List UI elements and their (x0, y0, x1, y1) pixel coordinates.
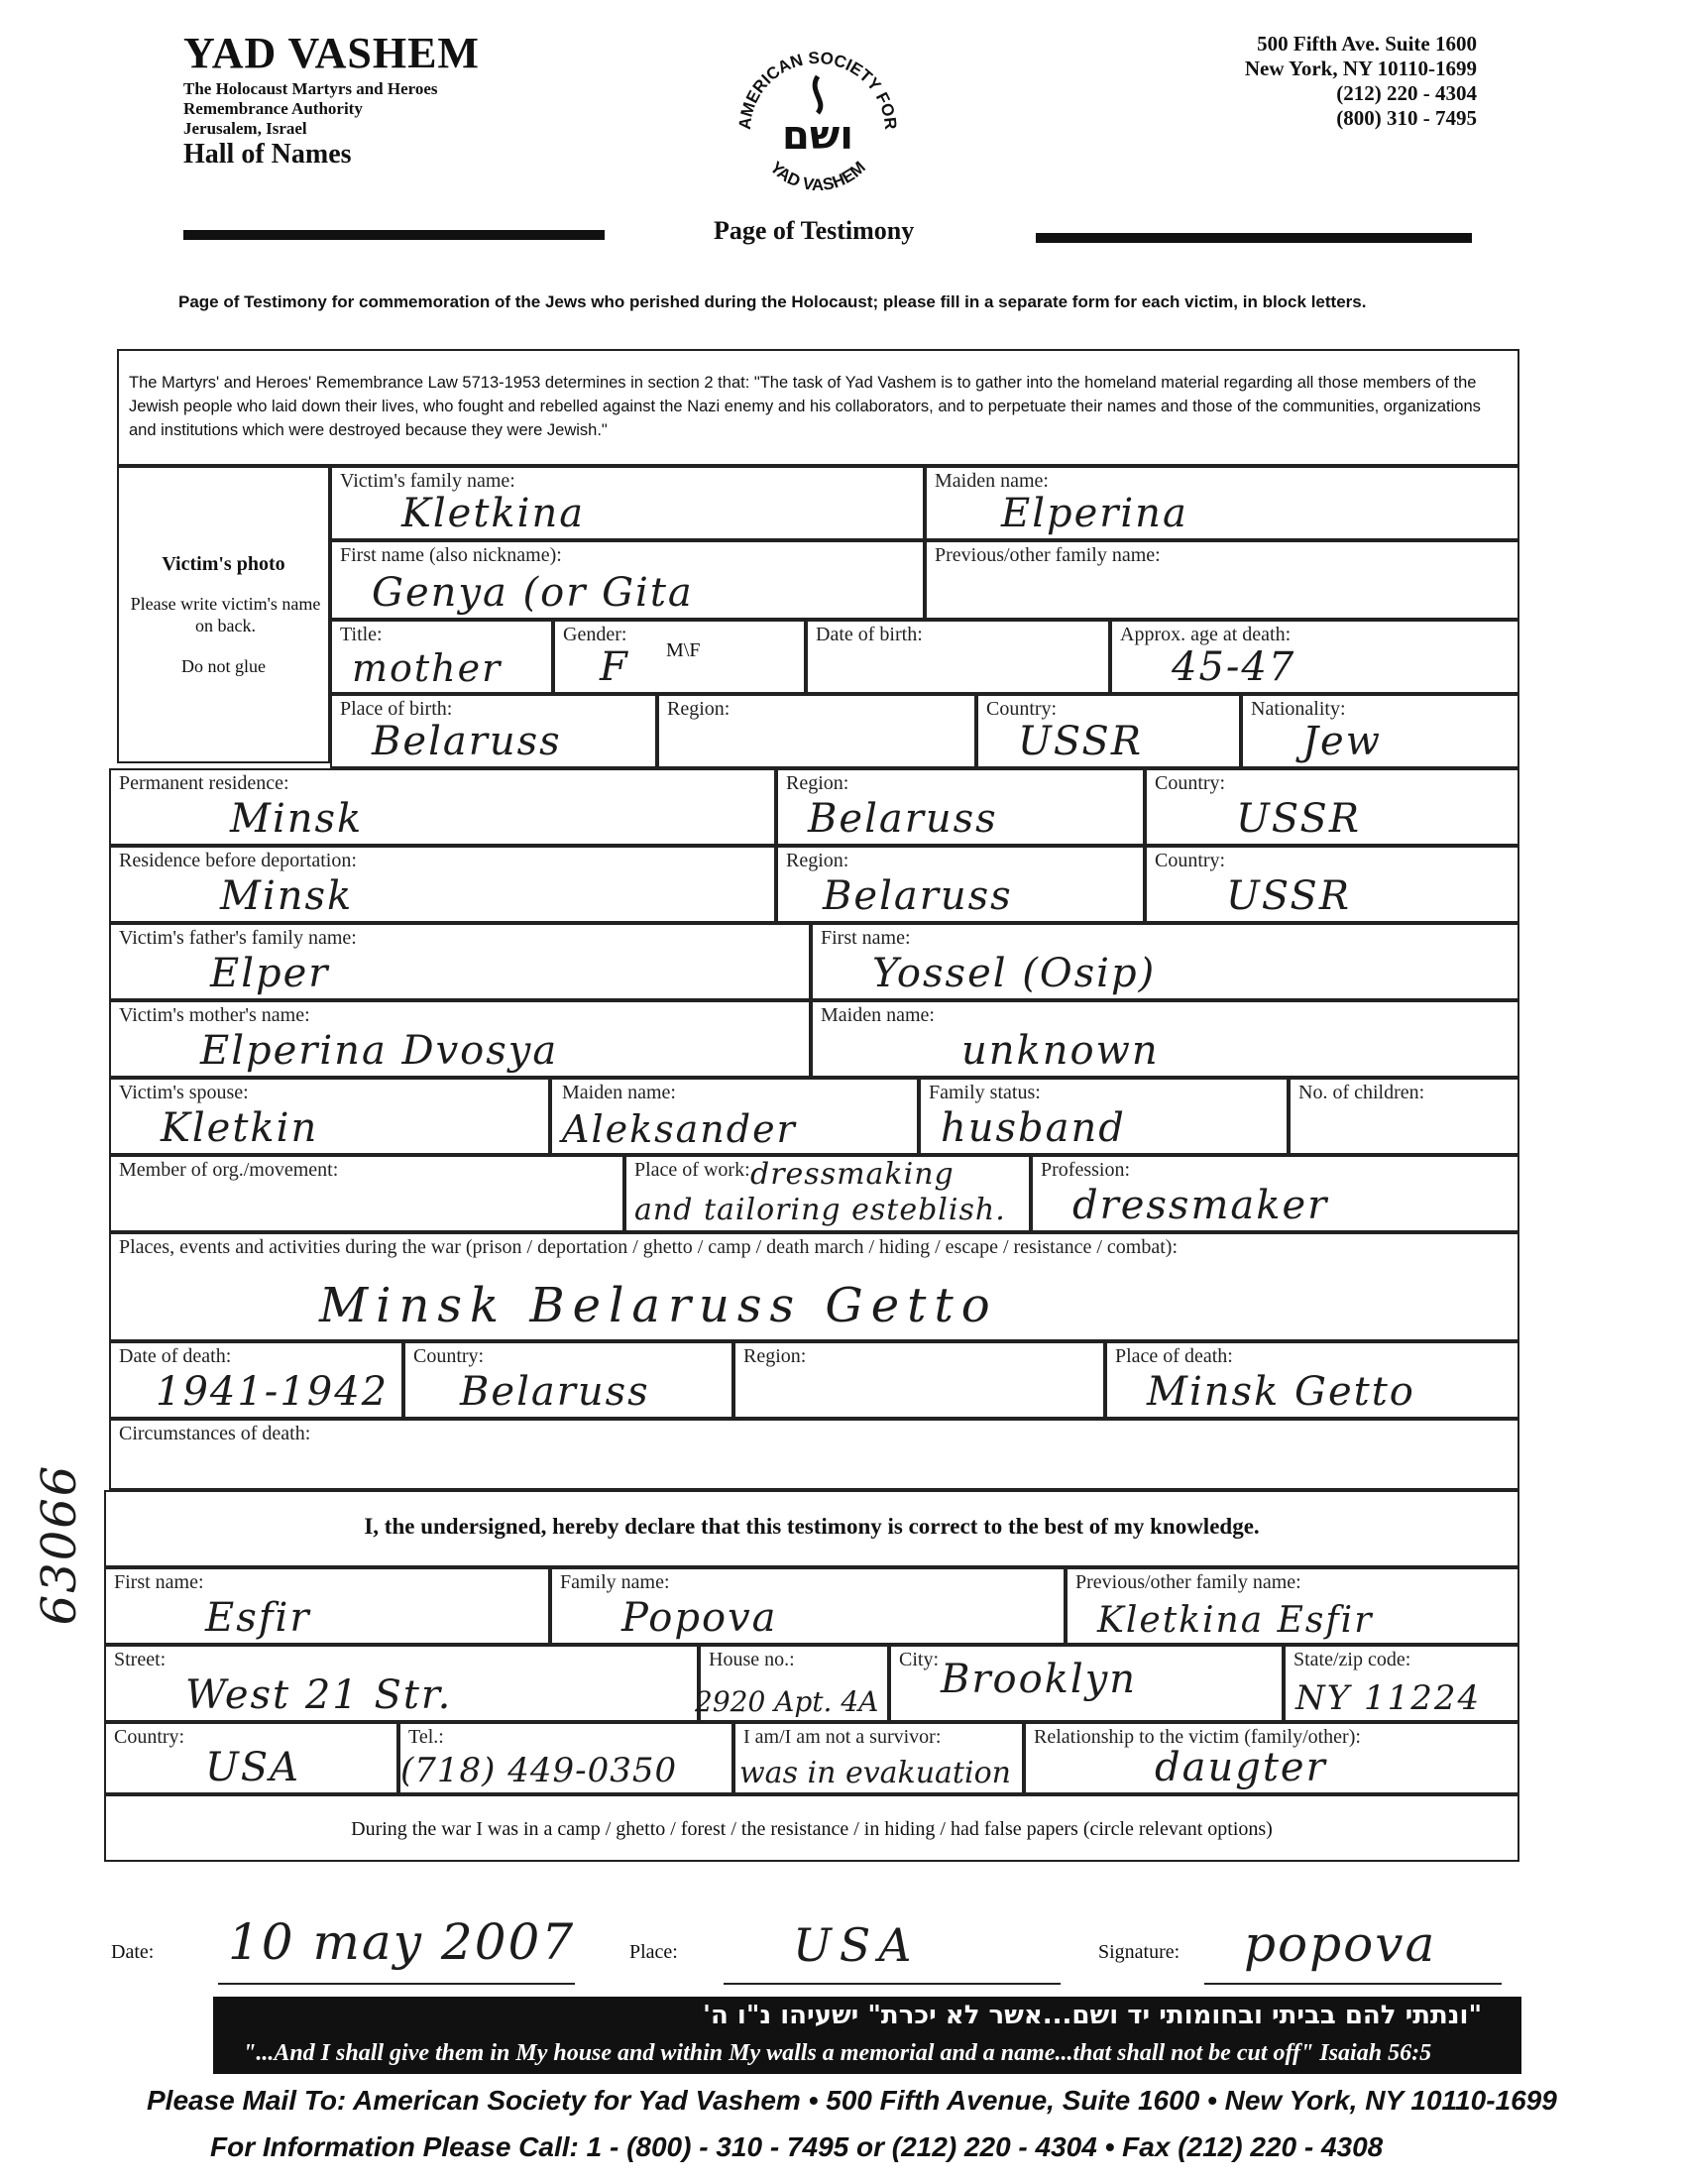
field-label: Profession: (1041, 1159, 1130, 1181)
profession-field[interactable] (1031, 1155, 1519, 1232)
field-label: Country: (1155, 772, 1226, 794)
margin-number: 63066 (32, 1463, 87, 1626)
law-text: The Martyrs' and Heroes' Remembrance Law 5713-1953 determines in section 2 that: "The task of Yad Vashem is to gather into the homeland material regarding all those members of the Jewish people who laid down their lives, who fought and rebelled against the Nazi enemy and his collaborators, and to perpetuate their names and those of the communities, organizations and institutions which were destroyed because they were Jewish." (129, 374, 1481, 439)
field-value: Jew (1302, 719, 1382, 764)
perm-residence-field[interactable] (109, 768, 776, 846)
field-value: 2920 Apt. 4A (695, 1685, 879, 1718)
submitter-first-name-field[interactable] (104, 1567, 550, 1645)
seal-text-bottom: YAD VASHEM (766, 158, 869, 195)
date-label: Date: (111, 1941, 155, 1963)
street-field[interactable] (104, 1645, 699, 1722)
field-value: (718) 449-0350 (400, 1751, 678, 1790)
victim-age-field[interactable] (1110, 620, 1519, 694)
victim-first-name-field[interactable] (330, 540, 925, 620)
signature-underline (1204, 1983, 1502, 1985)
victim-maiden-name-field[interactable] (925, 466, 1519, 540)
war-note-box (104, 1794, 1519, 1862)
field-label: Maiden name: (935, 470, 1049, 492)
survivor-field[interactable] (733, 1722, 1024, 1794)
photo-note-2: Do not glue (181, 656, 266, 676)
field-label: Maiden name: (821, 1004, 935, 1026)
field-label: Family status: (929, 1082, 1041, 1103)
field-value: Belaruss (460, 1369, 650, 1415)
field-label: Title: (340, 624, 383, 645)
field-label: State/zip code: (1293, 1649, 1411, 1670)
field-label: Place of death: (1115, 1345, 1233, 1367)
war-note: During the war I was in a camp / ghetto / forest / the resistance / in hiding / had false papers (circle relevant options) (351, 1818, 1273, 1840)
field-label: Region: (786, 850, 849, 871)
tel-field[interactable] (398, 1722, 733, 1794)
field-label: Region: (667, 698, 731, 720)
field-value: Yossel (Osip) (872, 951, 1157, 996)
society-seal-logo (729, 32, 907, 210)
field-label: Victim's family name: (340, 470, 515, 492)
declaration-text: I, the undersigned, hereby declare that this testimony is correct to the best of my knowledge. (364, 1514, 1260, 1539)
field-value: Kletkin (161, 1105, 319, 1151)
spouse-maiden-field[interactable] (550, 1078, 919, 1155)
declaration-box (104, 1490, 1519, 1567)
photo-note: Please write victim's name on back. (130, 594, 321, 635)
field-label: Victim's father's family name: (119, 927, 357, 949)
place-underline (724, 1983, 1061, 1985)
address-block (1160, 32, 1477, 131)
field-value: Belaruss (823, 873, 1013, 919)
father-family-name-field[interactable] (109, 923, 811, 1000)
victim-family-name-field[interactable] (330, 466, 925, 540)
field-value: Popova (621, 1595, 778, 1641)
field-value: F (600, 644, 629, 690)
field-label: Victim's mother's name: (119, 1004, 310, 1026)
place-of-death-field[interactable] (1105, 1341, 1519, 1419)
header-rule-right (1036, 233, 1472, 243)
victim-birthplace-field[interactable] (330, 694, 657, 768)
field-label: Family name: (560, 1571, 670, 1593)
page-title: Page of Testimony (714, 216, 915, 245)
place-value[interactable]: USA (793, 1918, 920, 1972)
field-value: dressmaking (750, 1157, 955, 1192)
field-label: Gender: (563, 624, 627, 645)
quote-banner (213, 1997, 1521, 2074)
field-value: West 21 Str. (185, 1672, 453, 1718)
field-value: mother (352, 646, 503, 690)
field-value: Belaruss (372, 719, 562, 764)
victim-birth-region-field[interactable] (657, 694, 976, 768)
field-label: Country: (413, 1345, 485, 1367)
field-label: First name: (114, 1571, 204, 1593)
submitter-previous-name-field[interactable] (1066, 1567, 1519, 1645)
field-value: NY 11224 (1295, 1678, 1482, 1718)
field-value: Kletkina Esfir (1097, 1600, 1374, 1641)
date-underline (218, 1983, 575, 1985)
field-label: Places, events and activities during the war (prison / deportation / ghetto / camp / death march / hiding / escape / resistance / combat): (119, 1236, 1179, 1258)
org-line: The Holocaust Martyrs and Heroes (183, 79, 438, 98)
photo-box (117, 466, 330, 763)
death-region-field[interactable] (733, 1341, 1105, 1419)
field-value: USSR (1018, 719, 1143, 764)
date-of-death-field[interactable] (109, 1341, 403, 1419)
info-line: For Information Please Call: 1 - (800) - 310 - 7495 or (212) 220 - 4304 • Fax (212) 220 - 4308 (210, 2131, 1384, 2162)
field-value: Esfir (205, 1595, 311, 1641)
org-line: Jerusalem, Israel (183, 119, 307, 138)
perm-region-field[interactable] (776, 768, 1145, 846)
field-label: Tel.: (408, 1726, 444, 1748)
field-label: I am/I am not a survivor: (743, 1726, 942, 1748)
father-first-name-field[interactable] (811, 923, 1519, 1000)
field-label: Relationship to the victim (family/other): (1034, 1726, 1361, 1748)
family-status-field[interactable] (919, 1078, 1289, 1155)
city-field[interactable] (889, 1645, 1284, 1722)
field-value: 45-47 (1172, 644, 1296, 690)
field-label: First name (also nickname): (340, 544, 562, 566)
victim-gender-field[interactable] (553, 620, 806, 694)
signature-label: Signature: (1098, 1941, 1180, 1963)
field-value: Elper (210, 951, 330, 996)
house-no-field[interactable] (695, 1645, 889, 1722)
seal-hebrew: ושם (782, 113, 853, 159)
mother-name-field[interactable] (109, 1000, 811, 1078)
svg-text:YAD VASHEM (766, 158, 869, 194)
header-rule-left (183, 230, 605, 240)
field-label: Previous/other family name: (935, 544, 1161, 566)
death-country-field[interactable] (403, 1341, 733, 1419)
state-zip-field[interactable] (1284, 1645, 1519, 1722)
field-label: Region: (743, 1345, 807, 1367)
field-label: Date of death: (119, 1345, 232, 1367)
field-label: Residence before deportation: (119, 850, 357, 871)
victim-previous-name-field[interactable] (925, 540, 1519, 620)
field-value-2: and tailoring esteblish. (634, 1193, 1006, 1227)
field-value: Belaruss (808, 796, 998, 842)
field-label: Nationality: (1251, 698, 1346, 720)
gender-options: M\F (666, 639, 701, 661)
submitter-country-field[interactable] (104, 1722, 398, 1794)
war-places-field[interactable] (109, 1232, 1519, 1341)
place-label: Place: (629, 1941, 678, 1963)
field-label: Country: (986, 698, 1058, 720)
spouse-field[interactable] (109, 1078, 550, 1155)
law-box (117, 349, 1519, 466)
field-label: Country: (1155, 850, 1226, 871)
field-value: unknown (961, 1028, 1160, 1074)
field-label: Country: (114, 1726, 185, 1748)
field-value: daugter (1155, 1745, 1327, 1790)
field-label: Approx. age at death: (1120, 624, 1292, 645)
field-value: husband (941, 1105, 1126, 1151)
field-value: Minsk Getto (1147, 1369, 1415, 1415)
submitter-family-name-field[interactable] (550, 1567, 1066, 1645)
victim-title-field[interactable] (330, 620, 553, 694)
field-value: USA (205, 1745, 300, 1790)
field-label: Maiden name: (562, 1082, 676, 1103)
seal-text-top: AMERICAN SOCIETY FOR (734, 48, 901, 131)
field-value: 1941-1942 (156, 1369, 390, 1415)
perm-country-field[interactable] (1145, 768, 1519, 846)
address-line: New York, NY 10110-1699 (1244, 57, 1477, 80)
field-value: Elperina Dvosya (200, 1028, 559, 1074)
org-member-field[interactable] (109, 1155, 624, 1232)
mother-maiden-name-field[interactable] (811, 1000, 1519, 1078)
victim-nationality-field[interactable] (1241, 694, 1519, 768)
field-label: Street: (114, 1649, 167, 1670)
field-label: House no.: (709, 1649, 795, 1670)
field-label: Place of work: (634, 1159, 750, 1181)
date-value[interactable]: 10 may 2007 (228, 1913, 576, 1971)
hall-of-names: Hall of Names (183, 139, 352, 170)
victim-dob-field[interactable] (806, 620, 1110, 694)
english-quote: "...And I shall give them in My house and within My walls a memorial and a name...that shall not be cut off" Isaiah 56:5 (243, 2040, 1432, 2066)
field-value: Minsk Belaruss Getto (319, 1278, 998, 1333)
field-value: was in evakuation (739, 1756, 1011, 1790)
victim-birth-country-field[interactable] (976, 694, 1241, 768)
children-field[interactable] (1289, 1078, 1519, 1155)
workplace-field[interactable] (624, 1155, 1031, 1232)
field-value: Genya (or Gita (372, 570, 694, 616)
field-label: Victim's spouse: (119, 1082, 249, 1103)
field-value: Brooklyn (941, 1657, 1138, 1702)
field-value: Minsk (230, 796, 364, 842)
field-value: USSR (1226, 873, 1351, 919)
field-label: No. of children: (1298, 1082, 1425, 1103)
field-label: Previous/other family name: (1075, 1571, 1301, 1593)
field-value: Minsk (220, 873, 354, 919)
phone-line: (800) 310 - 7495 (1336, 106, 1477, 130)
field-label: Circumstances of death: (119, 1423, 311, 1444)
relationship-field[interactable] (1024, 1722, 1519, 1794)
res-before-country-field[interactable] (1145, 846, 1519, 923)
field-value: Kletkina (401, 491, 586, 536)
intro-text: Page of Testimony for commemoration of the Jews who perished during the Holocaust; please fill in a separate form for each victim, in block letters. (178, 292, 1367, 311)
field-label: City: (899, 1649, 940, 1670)
phone-line: (212) 220 - 4304 (1336, 81, 1477, 105)
field-label: First name: (821, 927, 911, 949)
hebrew-quote: "ונתתי להם בביתי ובחומותי יד ושם...אשר לא יכרת" ישעיהו נ"ו ה' (703, 2001, 1482, 2030)
res-before-region-field[interactable] (776, 846, 1145, 923)
field-value: Elperina (1001, 491, 1188, 536)
field-label: Place of birth: (340, 698, 453, 720)
field-label: Date of birth: (816, 624, 923, 645)
mail-line: Please Mail To: American Society for Yad Vashem • 500 Fifth Avenue, Suite 1600 • New York, NY 10110-1699 (147, 2085, 1557, 2116)
res-before-field[interactable] (109, 846, 776, 923)
field-label: Region: (786, 772, 849, 794)
field-label: Permanent residence: (119, 772, 289, 794)
org-lines (183, 79, 438, 139)
address-line: 500 Fifth Ave. Suite 1600 (1257, 32, 1477, 56)
field-value: USSR (1236, 796, 1361, 842)
field-value: Aleksander (562, 1107, 797, 1151)
field-value: dressmaker (1072, 1183, 1329, 1228)
circumstances-field[interactable] (109, 1419, 1519, 1490)
field-label: Member of org./movement: (119, 1159, 339, 1181)
signature-value[interactable]: popova (1244, 1915, 1437, 1973)
org-title: YAD VASHEM (183, 29, 480, 77)
photo-title: Victim's photo (162, 553, 285, 575)
org-line: Remembrance Authority (183, 99, 363, 118)
